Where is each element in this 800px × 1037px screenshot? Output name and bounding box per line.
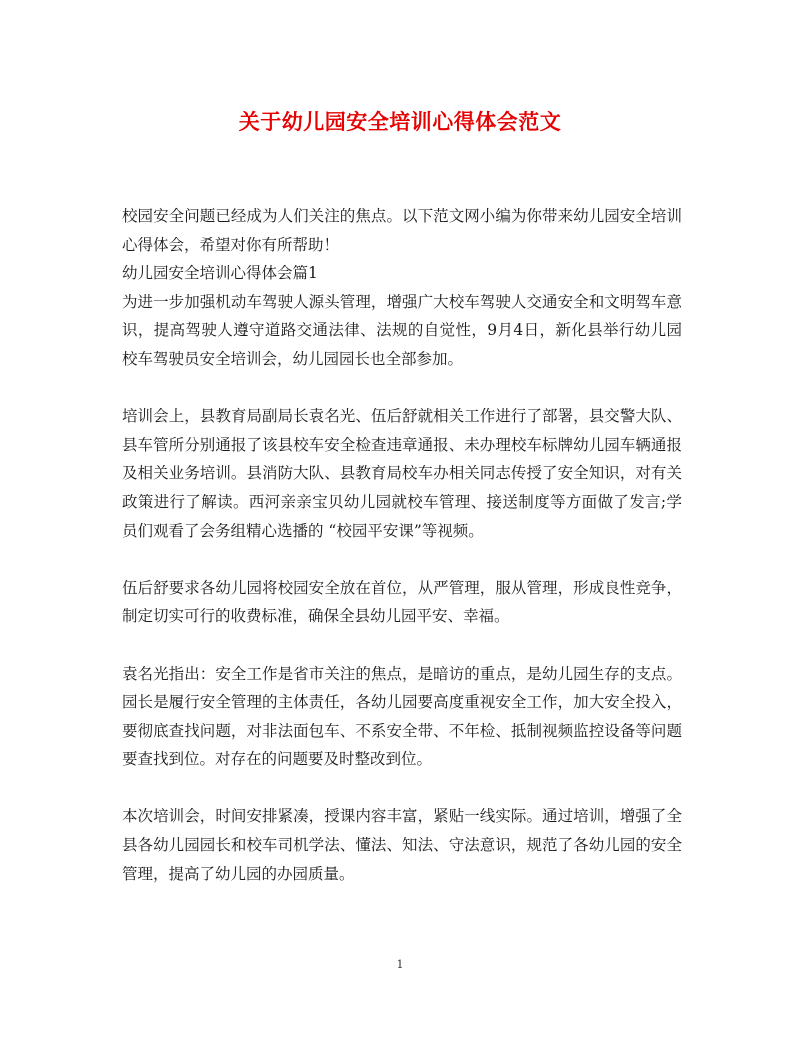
- body-paragraph-5: 本次培训会，时间安排紧凑，授课内容丰富，紧贴一线实际。通过培训，增强了全县各幼儿园园长和校车司机学法、懂法、知法、守法意识，规范了各幼儿园的安全管理，提高了幼儿园的办园质量。: [122, 807, 682, 883]
- document-title: 关于幼儿园安全培训心得体会范文: [238, 109, 562, 134]
- body-paragraph-4: 袁名光指出：安全工作是省市关注的焦点，是暗访的重点，是幼儿园生存的支点。园长是履行安全管理的主体责任，各幼儿园要高度重视安全工作，加大安全投入，要彻底查找问题，对非法面包车、不系安全带、不年检、抵制视频监控设备等问题要查找到位。对存在的问题要及时整改到位。: [122, 664, 682, 769]
- section-heading: 幼儿园安全培训心得体会篇1: [122, 264, 318, 283]
- document-body: [122, 202, 682, 888]
- intro-paragraph: 校园安全问题已经成为人们关注的焦点。以下范文网小编为你带来幼儿园安全培训心得体会，希望对你有所帮助！: [122, 207, 682, 254]
- body-paragraph-3: 伍后舒要求各幼儿园将校园安全放在首位，从严管理，服从管理，形成良性竞争，制定切实可行的收费标准，确保全县幼儿园平安、幸福。: [122, 578, 682, 626]
- body-paragraph-1: 为进一步加强机动车驾驶人源头管理，增强广大校车驾驶人交通安全和文明驾车意识，提高驾驶人遵守道路交通法律、法规的自觉性，9月4日，新化县举行幼儿园校车驾驶员安全培训会，幼儿园园长也全部参加。: [122, 292, 682, 368]
- page-number: 1: [396, 958, 404, 971]
- body-paragraph-2: 培训会上，县教育局副局长袁名光、伍后舒就相关工作进行了部署，县交警大队、县车管所分别通报了该县校车安全检查违章通报、未办理校车标牌幼儿园车辆通报及相关业务培训。县消防大队、县教育局校车办相关同志传授了安全知识，对有关政策进行了解读。西河亲亲宝贝幼儿园就校车管理、接送制度等方面做了发言;学员们观看了会务组精心选播的 “校园平安课”等视频。: [122, 407, 682, 540]
